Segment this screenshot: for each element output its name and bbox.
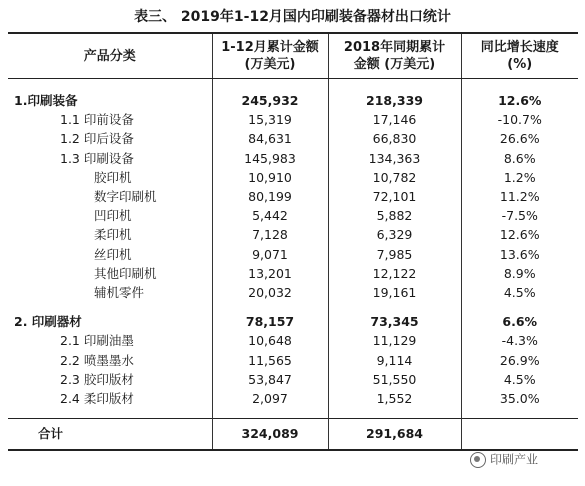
wechat-logo-icon xyxy=(470,452,486,468)
row-label: 柔印机 xyxy=(94,227,132,243)
growth-rate: 26.9% xyxy=(461,351,578,370)
value-2019: 245,932 xyxy=(212,91,328,110)
value-2019: 20,032 xyxy=(212,283,328,302)
growth-rate: -4.3% xyxy=(461,331,578,350)
table-row xyxy=(8,206,578,225)
row-label: 2.4 柔印版材 xyxy=(60,391,134,407)
header-growth xyxy=(461,33,578,79)
export-statistics-table xyxy=(8,32,578,451)
table-title: 表三、 2019年1-12月国内印刷装备器材出口统计 xyxy=(134,9,451,25)
row-label: 数字印刷机 xyxy=(94,189,157,205)
growth-rate: 6.6% xyxy=(461,312,578,331)
value-2019: 53,847 xyxy=(212,370,328,389)
growth-rate: 12.6% xyxy=(461,91,578,110)
value-2018: 73,345 xyxy=(328,312,461,331)
value-2019: 10,910 xyxy=(212,168,328,187)
table-row xyxy=(8,351,578,370)
spacer-row xyxy=(8,408,578,419)
total-2018: 291,684 xyxy=(328,419,461,451)
value-2018: 72,101 xyxy=(328,187,461,206)
growth-rate: 11.2% xyxy=(461,187,578,206)
row-label: 1.3 印刷设备 xyxy=(60,150,134,166)
growth-rate: 13.6% xyxy=(461,245,578,264)
value-2018: 9,114 xyxy=(328,351,461,370)
row-label: 丝印机 xyxy=(94,246,132,262)
header-growth-line1: 同比增长速度 xyxy=(480,40,559,55)
value-2018: 218,339 xyxy=(328,91,461,110)
section-row-printing-equipment xyxy=(8,91,578,110)
section-label: 1.印刷装备 xyxy=(14,93,78,108)
value-2018: 7,985 xyxy=(328,245,461,264)
growth-rate: 35.0% xyxy=(461,389,578,408)
value-2018: 51,550 xyxy=(328,370,461,389)
row-label: 2.3 胶印版材 xyxy=(60,371,134,387)
header-growth-line2: (%) xyxy=(507,57,533,72)
value-2018: 5,882 xyxy=(328,206,461,225)
row-label: 其他印刷机 xyxy=(94,265,157,281)
table-row xyxy=(8,225,578,244)
row-label: 辅机零件 xyxy=(94,285,145,301)
value-2018: 10,782 xyxy=(328,168,461,187)
growth-rate: -7.5% xyxy=(461,206,578,225)
table-header-row xyxy=(8,33,578,79)
header-2018 xyxy=(328,33,461,79)
total-label: 合计 xyxy=(8,419,212,451)
value-2019: 9,071 xyxy=(212,245,328,264)
row-label: 凹印机 xyxy=(94,208,132,224)
value-2018: 19,161 xyxy=(328,283,461,302)
header-2019-line1: 1-12月累计金额 xyxy=(221,40,319,55)
header-2018-line1: 2018年同期累计 xyxy=(343,40,446,55)
table-row xyxy=(8,331,578,350)
table-row xyxy=(8,283,578,302)
value-2018: 134,363 xyxy=(328,149,461,168)
value-2019: 7,128 xyxy=(212,225,328,244)
value-2018: 17,146 xyxy=(328,110,461,129)
header-category: 产品分类 xyxy=(8,33,212,79)
header-2018-line2: 金额 (万美元) xyxy=(353,57,436,72)
table-row xyxy=(8,168,578,187)
table-row xyxy=(8,129,578,148)
table-row xyxy=(8,149,578,168)
watermark xyxy=(470,448,582,470)
growth-rate: 4.5% xyxy=(461,283,578,302)
value-2019: 2,097 xyxy=(212,389,328,408)
total-row xyxy=(8,419,578,451)
growth-rate: -10.7% xyxy=(461,110,578,129)
value-2019: 84,631 xyxy=(212,129,328,148)
total-growth xyxy=(461,419,578,451)
value-2019: 145,983 xyxy=(212,149,328,168)
growth-rate: 12.6% xyxy=(461,225,578,244)
total-2019: 324,089 xyxy=(212,419,328,451)
growth-rate: 4.5% xyxy=(461,370,578,389)
table-row xyxy=(8,110,578,129)
value-2019: 11,565 xyxy=(212,351,328,370)
value-2019: 10,648 xyxy=(212,331,328,350)
table-row xyxy=(8,187,578,206)
header-2019 xyxy=(212,33,328,79)
row-label: 胶印机 xyxy=(94,169,132,185)
value-2019: 78,157 xyxy=(212,312,328,331)
value-2018: 66,830 xyxy=(328,129,461,148)
section-row-printing-materials xyxy=(8,312,578,331)
table-row xyxy=(8,264,578,283)
value-2019: 13,201 xyxy=(212,264,328,283)
value-2019: 5,442 xyxy=(212,206,328,225)
table-row xyxy=(8,245,578,264)
row-label: 1.1 印前设备 xyxy=(60,112,134,128)
value-2018: 6,329 xyxy=(328,225,461,244)
spacer-row xyxy=(8,302,578,312)
row-label: 1.2 印后设备 xyxy=(60,131,134,147)
value-2018: 12,122 xyxy=(328,264,461,283)
table-row xyxy=(8,389,578,408)
table-row xyxy=(8,370,578,389)
watermark-text: 印刷产业 xyxy=(490,452,539,467)
growth-rate: 8.6% xyxy=(461,149,578,168)
header-2019-line2: (万美元) xyxy=(244,57,296,72)
growth-rate: 8.9% xyxy=(461,264,578,283)
row-label: 2.2 喷墨墨水 xyxy=(60,352,134,368)
value-2019: 80,199 xyxy=(212,187,328,206)
section-label: 2. 印刷器材 xyxy=(14,314,82,330)
growth-rate: 1.2% xyxy=(461,168,578,187)
row-label: 2.1 印刷油墨 xyxy=(60,333,134,349)
value-2018: 1,552 xyxy=(328,389,461,408)
value-2019: 15,319 xyxy=(212,110,328,129)
value-2018: 11,129 xyxy=(328,331,461,350)
growth-rate: 26.6% xyxy=(461,129,578,148)
spacer-row xyxy=(8,79,578,92)
